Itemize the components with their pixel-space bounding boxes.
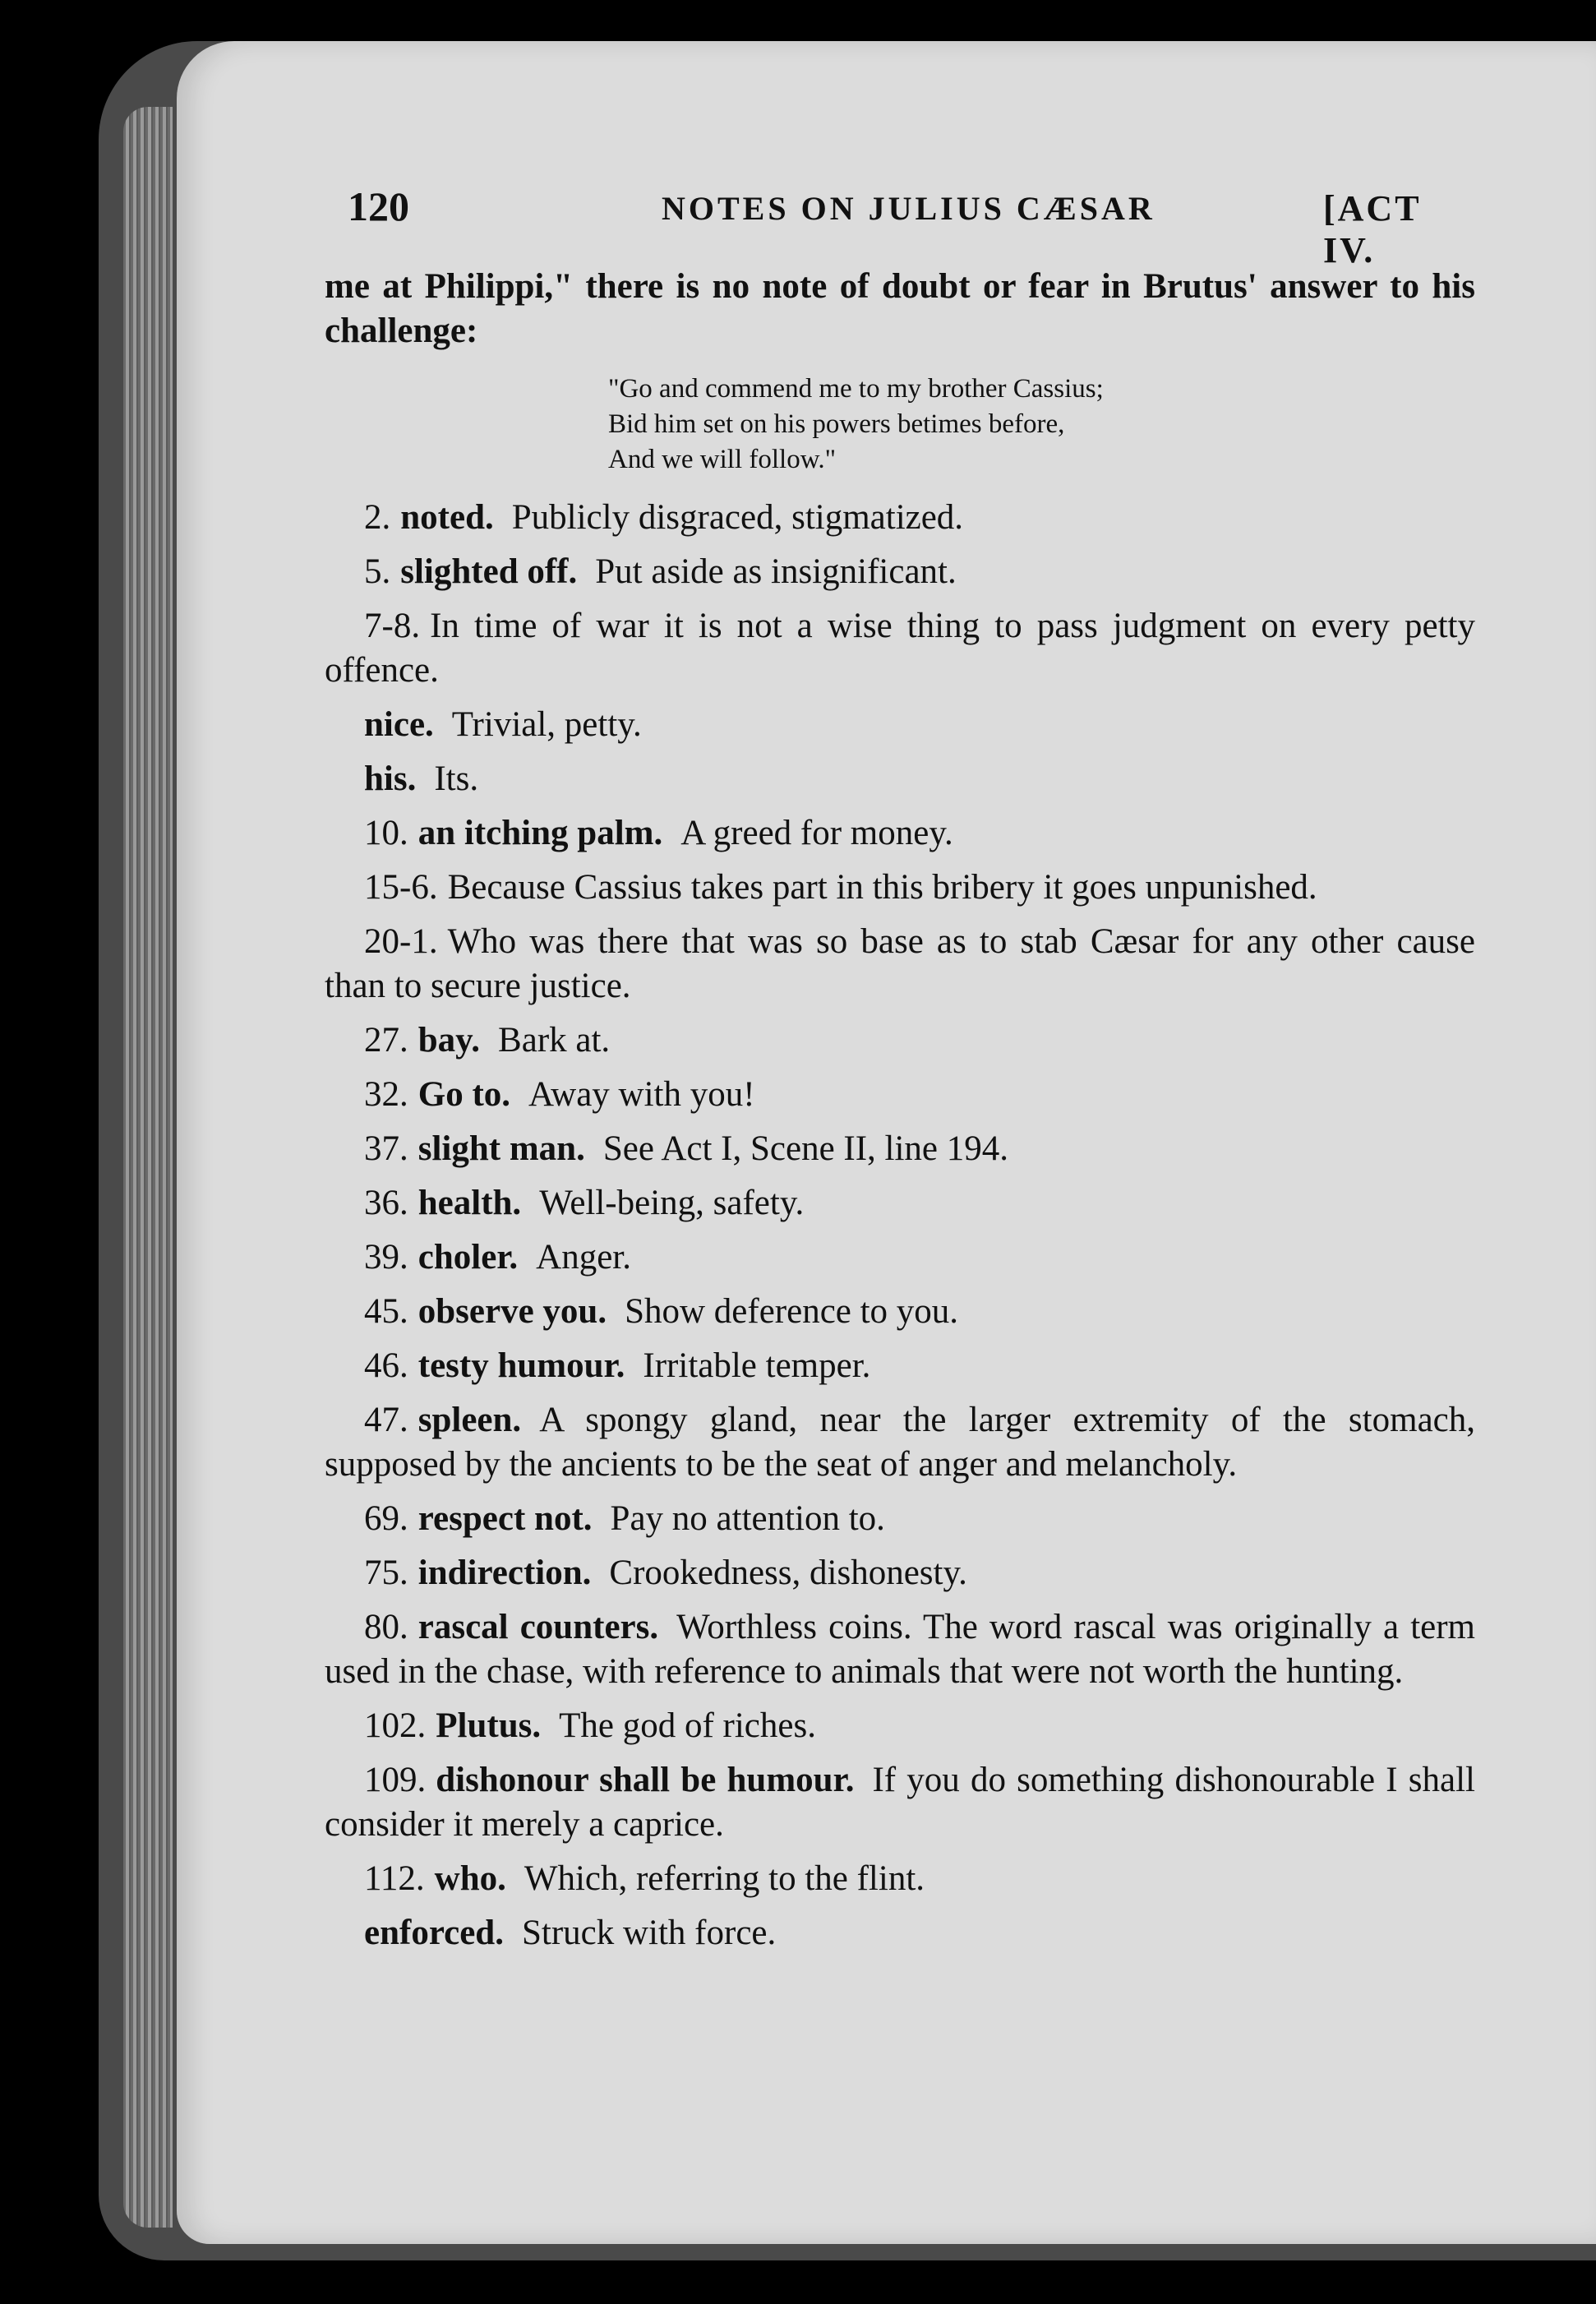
note-entry — [325, 1911, 1475, 1955]
note-line-number: 2. — [364, 498, 391, 537]
note-term: choler. — [417, 1238, 519, 1277]
note-term: indirection. — [417, 1554, 592, 1592]
note-entry — [325, 1018, 1475, 1063]
note-line-number: 112. — [364, 1859, 425, 1898]
note-entry — [325, 604, 1475, 693]
note-entry — [325, 866, 1475, 910]
note-entry — [325, 811, 1475, 856]
note-gloss: Show deference to you. — [625, 1292, 959, 1331]
note-line-number: 45. — [364, 1292, 408, 1331]
note-term: noted. — [400, 498, 494, 537]
note-term: his. — [364, 760, 417, 798]
note-term: who. — [434, 1859, 506, 1898]
note-line-number: 36. — [364, 1184, 408, 1222]
note-gloss: Publicly disgraced, stigmatized. — [511, 498, 964, 537]
note-line-number: 7-8. — [364, 607, 421, 645]
note-entry — [325, 1181, 1475, 1226]
note-gloss: A greed for money. — [680, 814, 953, 852]
act-label: [ACT IV. — [1323, 188, 1421, 270]
note-term: nice. — [364, 705, 434, 744]
note-entry — [325, 757, 1475, 801]
note-gloss: Bark at. — [498, 1021, 611, 1060]
quote-line: Bid him set on his powers betimes before, — [608, 409, 1065, 439]
note-line-number: 32. — [364, 1075, 408, 1114]
note-entry — [325, 1497, 1475, 1541]
note-line-number: 5. — [364, 552, 391, 591]
note-gloss: A spongy gland, near the larger extremity of the stomach, supposed by the ancients to be the seat of anger and melancholy. — [325, 1401, 1475, 1484]
note-entry — [325, 1605, 1475, 1694]
note-line-number: 46. — [364, 1346, 408, 1385]
note-gloss: Who was there that was so base as to stab Cæsar for any other cause than to secure justice. — [325, 922, 1475, 1005]
note-term: Go to. — [417, 1075, 511, 1114]
note-term: spleen. — [417, 1401, 522, 1439]
note-gloss: Which, referring to the flint. — [524, 1859, 925, 1898]
quote-line: And we will follow." — [608, 445, 837, 474]
note-gloss: Anger. — [536, 1238, 632, 1277]
page-content — [325, 182, 1475, 1955]
note-entry — [325, 1344, 1475, 1388]
note-line-number: 10. — [364, 814, 408, 852]
note-line-number: 15-6. — [364, 868, 438, 907]
note-gloss: Away with you! — [528, 1075, 755, 1114]
note-entry — [325, 1551, 1475, 1595]
note-gloss: Because Cassius takes part in this bribery it goes unpunished. — [447, 868, 1317, 907]
note-gloss: Put aside as insignificant. — [595, 552, 957, 591]
note-term: slighted off. — [400, 552, 578, 591]
note-entry — [325, 1073, 1475, 1117]
note-line-number: 80. — [364, 1608, 408, 1646]
block-quote — [608, 372, 1475, 478]
note-gloss: The god of riches. — [559, 1706, 816, 1745]
running-header — [325, 182, 1475, 270]
note-gloss: If you do something dishonourable I shall consider it merely a caprice. — [325, 1761, 1476, 1844]
note-line-number: 39. — [364, 1238, 408, 1277]
quote-line: "Go and commend me to my brother Cassius; — [608, 374, 1104, 404]
note-term: dishonour shall be humour. — [436, 1761, 855, 1799]
running-title: NOTES ON JULIUS CÆSAR — [662, 190, 1155, 227]
note-gloss: In time of war it is not a wise thing to pass judgment on every petty offence. — [325, 607, 1475, 690]
page-number: 120 — [348, 183, 409, 229]
note-gloss: Its. — [434, 760, 479, 798]
note-line-number: 75. — [364, 1554, 408, 1592]
note-line-number: 69. — [364, 1499, 408, 1538]
note-line-number: 27. — [364, 1021, 408, 1060]
note-term: enforced. — [364, 1914, 504, 1952]
note-term: bay. — [417, 1021, 481, 1060]
note-gloss: Struck with force. — [521, 1914, 777, 1952]
note-gloss: Worthless coins. The word rascal was originally a term used in the chase, with reference to animals that were not worth the hunting. — [325, 1608, 1475, 1691]
note-line-number: 102. — [364, 1706, 427, 1745]
note-entry — [325, 1290, 1475, 1334]
note-term: testy humour. — [417, 1346, 625, 1385]
note-gloss: See Act I, Scene II, line 194. — [602, 1129, 1009, 1168]
note-term: respect not. — [417, 1499, 593, 1538]
note-entry — [325, 1127, 1475, 1171]
note-line-number: 37. — [364, 1129, 408, 1168]
note-term: Plutus. — [436, 1706, 542, 1745]
note-gloss: Well-being, safety. — [539, 1184, 805, 1222]
note-gloss: Pay no attention to. — [610, 1499, 885, 1538]
note-entry — [325, 1398, 1475, 1487]
note-entry — [325, 703, 1475, 747]
note-gloss: Crookedness, dishonesty. — [609, 1554, 967, 1592]
note-entry — [325, 1758, 1475, 1847]
page-edges — [123, 107, 173, 2228]
note-entry — [325, 1857, 1475, 1901]
note-term: health. — [417, 1184, 522, 1222]
note-entry — [325, 496, 1475, 540]
notes-list — [325, 496, 1475, 1955]
note-entry — [325, 550, 1475, 594]
note-gloss: Trivial, petty. — [451, 705, 642, 744]
note-term: observe you. — [417, 1292, 607, 1331]
note-entry — [325, 1235, 1475, 1280]
note-term: slight man. — [417, 1129, 585, 1168]
note-line-number: 109. — [364, 1761, 427, 1799]
note-line-number: 47. — [364, 1401, 408, 1439]
note-entry — [325, 920, 1475, 1009]
intro-paragraph: me at Philippi," there is no note of doubt or fear in Brutus' answer to his challenge: — [325, 267, 1475, 350]
note-entry — [325, 1704, 1475, 1748]
note-term: an itching palm. — [417, 814, 663, 852]
note-gloss: Irritable temper. — [643, 1346, 871, 1385]
note-term: rascal counters. — [417, 1608, 659, 1646]
note-line-number: 20-1. — [364, 922, 438, 961]
